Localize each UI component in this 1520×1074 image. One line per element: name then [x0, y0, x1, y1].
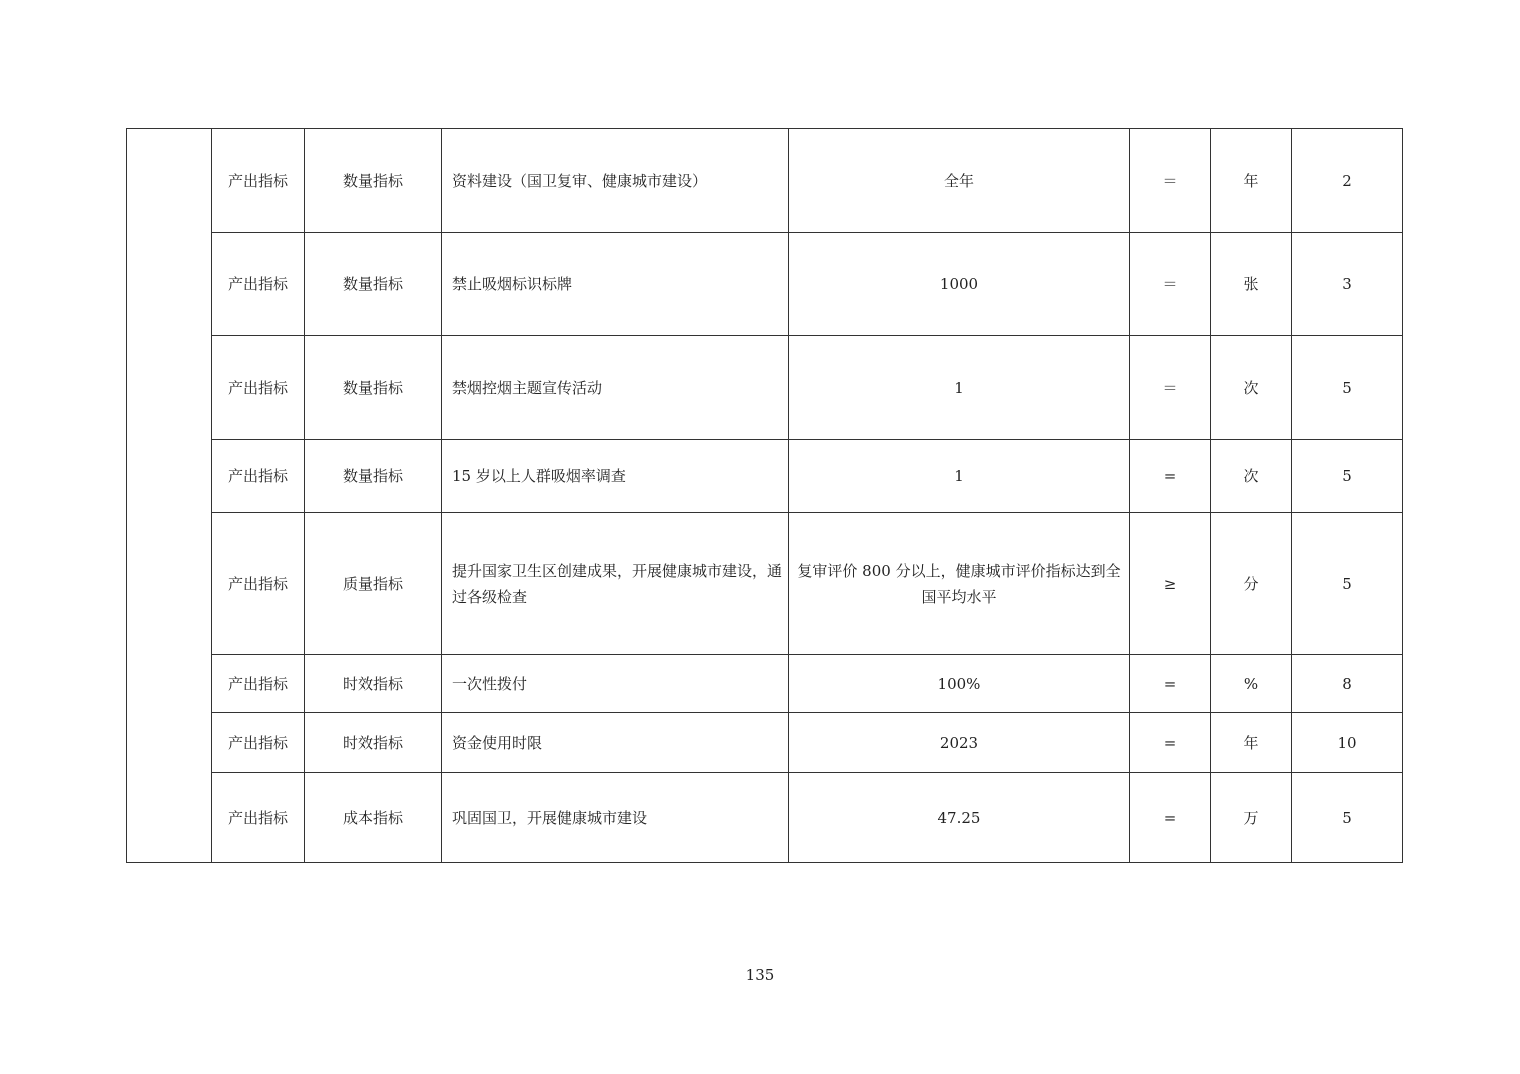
level1-indicator-cell: 产出指标 — [212, 773, 305, 863]
level1-indicator-cell: 产出指标 — [212, 440, 305, 513]
unit-cell: 次 — [1211, 440, 1292, 513]
operator-cell: = — [1130, 655, 1211, 713]
level3-indicator-cell: 资料建设（国卫复审、健康城市建设） — [442, 129, 789, 233]
table-row — [127, 440, 1403, 513]
weight-cell: 5 — [1292, 773, 1403, 863]
level3-indicator-cell: 巩固国卫，开展健康城市建设 — [442, 773, 789, 863]
unit-cell: 张 — [1211, 233, 1292, 336]
level2-indicator-cell: 成本指标 — [305, 773, 442, 863]
unit-cell: % — [1211, 655, 1292, 713]
target-value-cell: 2023 — [789, 713, 1130, 773]
table-row — [127, 513, 1403, 655]
target-value-cell: 47.25 — [789, 773, 1130, 863]
performance-indicator-table — [126, 128, 1403, 863]
operator-cell: = — [1130, 713, 1211, 773]
weight-cell: 3 — [1292, 233, 1403, 336]
level2-indicator-cell: 数量指标 — [305, 233, 442, 336]
operator-cell: ＝ — [1130, 233, 1211, 336]
level2-indicator-cell: 数量指标 — [305, 336, 442, 440]
level1-indicator-cell: 产出指标 — [212, 655, 305, 713]
weight-cell: 5 — [1292, 513, 1403, 655]
level3-indicator-cell: 提升国家卫生区创建成果，开展健康城市建设，通过各级检查 — [442, 513, 789, 655]
target-value-cell: 1 — [789, 336, 1130, 440]
page-number: 135 — [745, 966, 775, 984]
level1-indicator-cell: 产出指标 — [212, 233, 305, 336]
table-row — [127, 773, 1403, 863]
level3-indicator-cell: 一次性拨付 — [442, 655, 789, 713]
weight-cell: 5 — [1292, 336, 1403, 440]
operator-cell: ＝ — [1130, 129, 1211, 233]
unit-cell: 分 — [1211, 513, 1292, 655]
operator-cell: ＝ — [1130, 336, 1211, 440]
level1-indicator-cell: 产出指标 — [212, 129, 305, 233]
table-row — [127, 129, 1403, 233]
target-value-cell: 全年 — [789, 129, 1130, 233]
level3-indicator-cell: 禁止吸烟标识标牌 — [442, 233, 789, 336]
table-row — [127, 336, 1403, 440]
level2-indicator-cell: 时效指标 — [305, 713, 442, 773]
level1-indicator-cell: 产出指标 — [212, 713, 305, 773]
level3-indicator-cell: 资金使用时限 — [442, 713, 789, 773]
weight-cell: 10 — [1292, 713, 1403, 773]
operator-cell: = — [1130, 440, 1211, 513]
operator-cell: ≥ — [1130, 513, 1211, 655]
unit-cell: 年 — [1211, 713, 1292, 773]
table-row — [127, 655, 1403, 713]
target-value-cell: 复审评价 800 分以上，健康城市评价指标达到全国平均水平 — [789, 513, 1130, 655]
unit-cell: 次 — [1211, 336, 1292, 440]
weight-cell: 5 — [1292, 440, 1403, 513]
level2-indicator-cell: 时效指标 — [305, 655, 442, 713]
weight-cell: 2 — [1292, 129, 1403, 233]
level3-indicator-cell: 禁烟控烟主题宣传活动 — [442, 336, 789, 440]
unit-cell: 万 — [1211, 773, 1292, 863]
weight-cell: 8 — [1292, 655, 1403, 713]
table-row — [127, 713, 1403, 773]
level3-indicator-cell: 15 岁以上人群吸烟率调查 — [442, 440, 789, 513]
target-value-cell: 100% — [789, 655, 1130, 713]
target-value-cell: 1 — [789, 440, 1130, 513]
unit-cell: 年 — [1211, 129, 1292, 233]
table-row — [127, 233, 1403, 336]
level2-indicator-cell: 数量指标 — [305, 440, 442, 513]
level2-indicator-cell: 质量指标 — [305, 513, 442, 655]
merged-category-cell — [127, 129, 212, 863]
level1-indicator-cell: 产出指标 — [212, 336, 305, 440]
target-value-cell: 1000 — [789, 233, 1130, 336]
level2-indicator-cell: 数量指标 — [305, 129, 442, 233]
level1-indicator-cell: 产出指标 — [212, 513, 305, 655]
operator-cell: = — [1130, 773, 1211, 863]
